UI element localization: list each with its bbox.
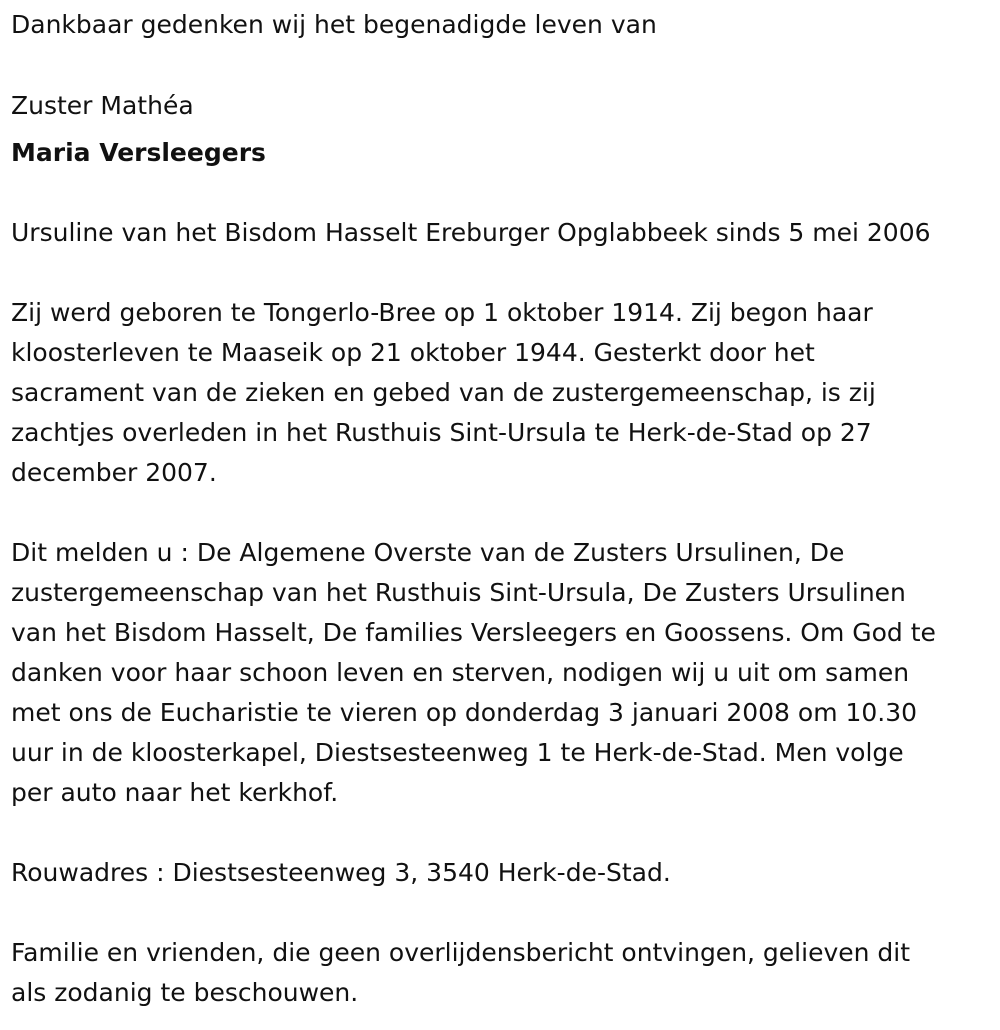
bio-line: zachtjes overleden in het Rusthuis Sint-Ursula te Herk-de-Stad op 27 — [11, 418, 872, 447]
announcement-line: van het Bisdom Hasselt, De families Versleegers en Goossens. Om God te — [11, 618, 936, 647]
closing-line: als zodanig te beschouwen. — [11, 978, 359, 1007]
bio-line: Zij werd geboren te Tongerlo-Bree op 1 oktober 1914. Zij begon haar — [11, 298, 873, 327]
bio-line: sacrament van de zieken en gebed van de zustergemeenschap, is zij — [11, 378, 876, 407]
civil-name: Maria Versleegers — [11, 138, 266, 167]
announcement-paragraph — [11, 533, 996, 813]
announcement-line: per auto naar het kerkhof. — [11, 778, 339, 807]
title-line: Ursuline van het Bisdom Hasselt Ereburger Opglabbeek sinds 5 mei 2006 — [11, 218, 931, 247]
religious-name: Zuster Mathéa — [11, 91, 194, 120]
mourning-address: Rouwadres : Diestsesteenweg 3, 3540 Herk-de-Stad. — [11, 858, 671, 887]
announcement-line: zustergemeenschap van het Rusthuis Sint-Ursula, De Zusters Ursulinen — [11, 578, 906, 607]
announcement-line: met ons de Eucharistie te vieren op donderdag 3 januari 2008 om 10.30 — [11, 698, 918, 727]
announcement-line: danken voor haar schoon leven en sterven, nodigen wij u uit om samen — [11, 658, 910, 687]
closing-line: Familie en vrienden, die geen overlijdensbericht ontvingen, gelieven dit — [11, 938, 911, 967]
bio-line: december 2007. — [11, 458, 217, 487]
intro-line: Dankbaar gedenken wij het begenadigde leven van — [11, 10, 657, 39]
closing-paragraph — [11, 933, 996, 1013]
announcement-line: Dit melden u : De Algemene Overste van de Zusters Ursulinen, De — [11, 538, 845, 567]
biography-paragraph — [11, 293, 996, 493]
bio-line: kloosterleven te Maaseik op 21 oktober 1944. Gesterkt door het — [11, 338, 815, 367]
announcement-line: uur in de kloosterkapel, Diestsesteenweg 1 te Herk-de-Stad. Men volge — [11, 738, 904, 767]
